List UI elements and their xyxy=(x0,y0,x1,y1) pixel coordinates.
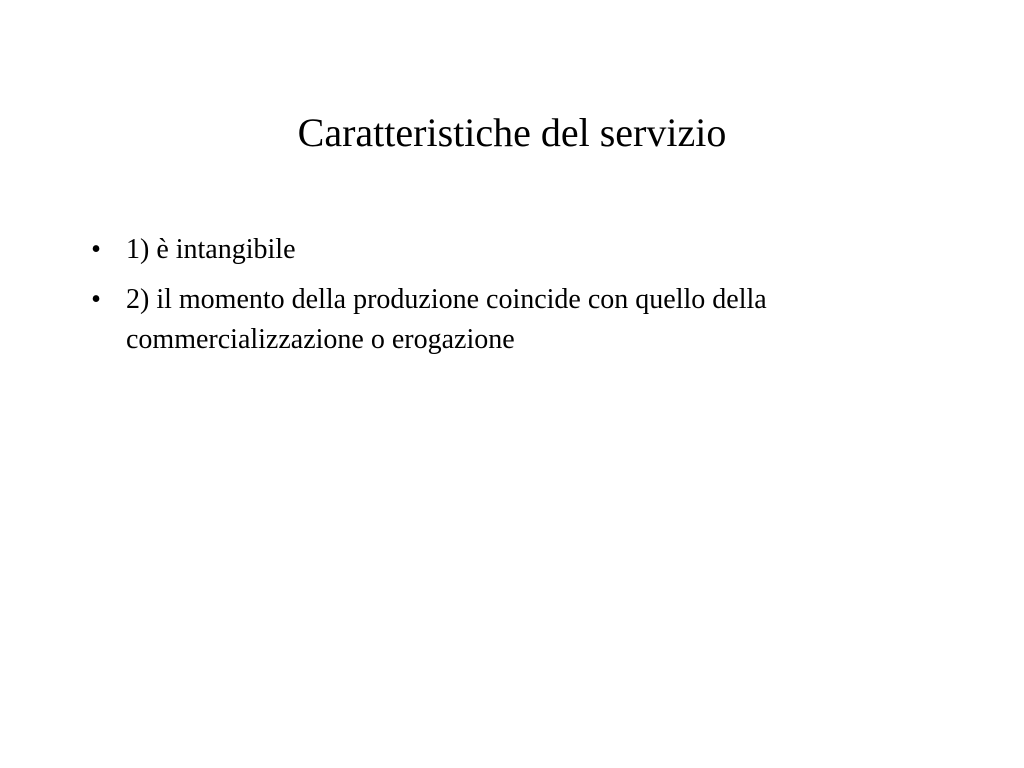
bullet-icon: • xyxy=(91,234,101,265)
bullet-icon: • xyxy=(91,284,101,315)
list-item xyxy=(84,280,944,360)
list-item xyxy=(84,230,944,270)
slide-title: Caratteristiche del servizio xyxy=(297,110,727,155)
bullet-text: 2) il momento della produzione coincide con quello della commercializzazione o erogazione xyxy=(126,284,767,355)
bullet-list xyxy=(84,230,944,370)
bullet-text: 1) è intangibile xyxy=(126,234,296,265)
